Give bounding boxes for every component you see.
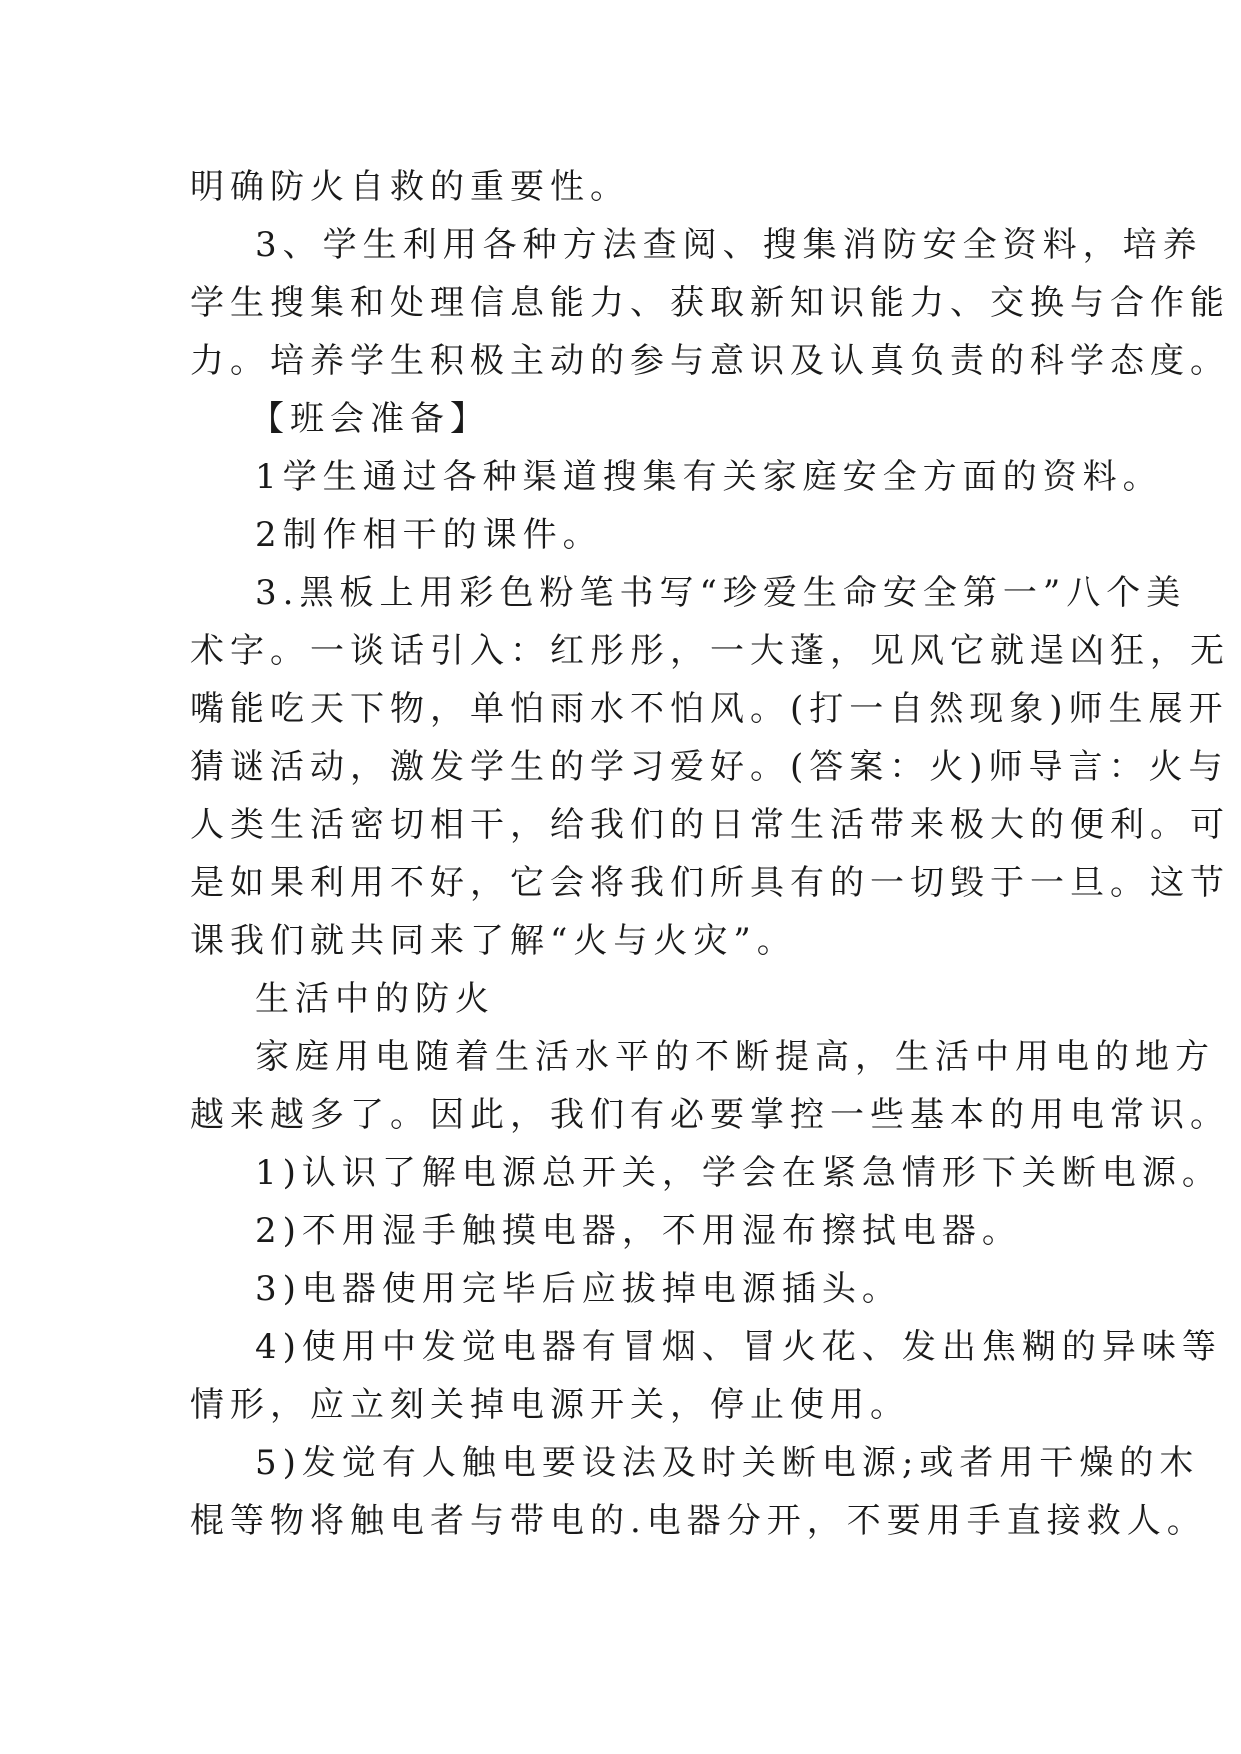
paragraph-line: 棍等物将触电者与带电的.电器分开，不要用手直接救人。: [190, 1501, 1207, 1541]
paragraph-line: 力。培养学生积极主动的参与意识及认真负责的科学态度。: [190, 341, 1230, 381]
paragraph-line: 3、学生利用各种方法查阅、搜集消防安全资料，培养: [255, 225, 1203, 265]
paragraph-line: 2制作相干的课件。: [255, 515, 603, 555]
paragraph-line: 1学生通过各种渠道搜集有关家庭安全方面的资料。: [255, 457, 1163, 497]
list-item: 1)认识了解电源总开关，学会在紧急情形下关断电源。: [255, 1153, 1222, 1193]
paragraph-line: 越来越多了。因此，我们有必要掌控一些基本的用电常识。: [190, 1095, 1230, 1135]
paragraph-line: 术字。一谈话引入：红彤彤，一大蓬，见风它就逞凶狂，无: [190, 631, 1230, 671]
paragraph-line: 家庭用电随着生活水平的不断提高，生活中用电的地方: [255, 1037, 1215, 1077]
section-heading: 【班会准备】: [250, 399, 490, 439]
paragraph-line: 明确防火自救的重要性。: [190, 167, 630, 207]
section-heading: 生活中的防火: [255, 979, 495, 1019]
paragraph-line: 情形，应立刻关掉电源开关，停止使用。: [190, 1385, 910, 1425]
paragraph-line: 课我们就共同来了解“火与火灾”。: [190, 921, 797, 961]
paragraph-line: 人类生活密切相干，给我们的日常生活带来极大的便利。可: [190, 805, 1230, 845]
paragraph-line: 学生搜集和处理信息能力、获取新知识能力、交换与合作能: [190, 283, 1230, 323]
paragraph-line: 嘴能吃天下物，单怕雨水不怕风。(打一自然现象)师生展开: [190, 689, 1229, 729]
paragraph-line: 是如果利用不好，它会将我们所具有的一切毁于一旦。这节: [190, 863, 1230, 903]
paragraph-line: 猜谜活动，激发学生的学习爱好。(答案：火)师导言：火与: [190, 747, 1229, 787]
paragraph-line: 3.黑板上用彩色粉笔书写“珍爱生命安全第一”八个美: [255, 573, 1187, 613]
list-item: 4)使用中发觉电器有冒烟、冒火花、发出焦糊的异味等: [255, 1327, 1222, 1367]
list-item: 3)电器使用完毕后应拔掉电源插头。: [255, 1269, 902, 1309]
list-item: 5)发觉有人触电要设法及时关断电源;或者用干燥的木: [255, 1443, 1200, 1483]
list-item: 2)不用湿手触摸电器，不用湿布擦拭电器。: [255, 1211, 1022, 1251]
